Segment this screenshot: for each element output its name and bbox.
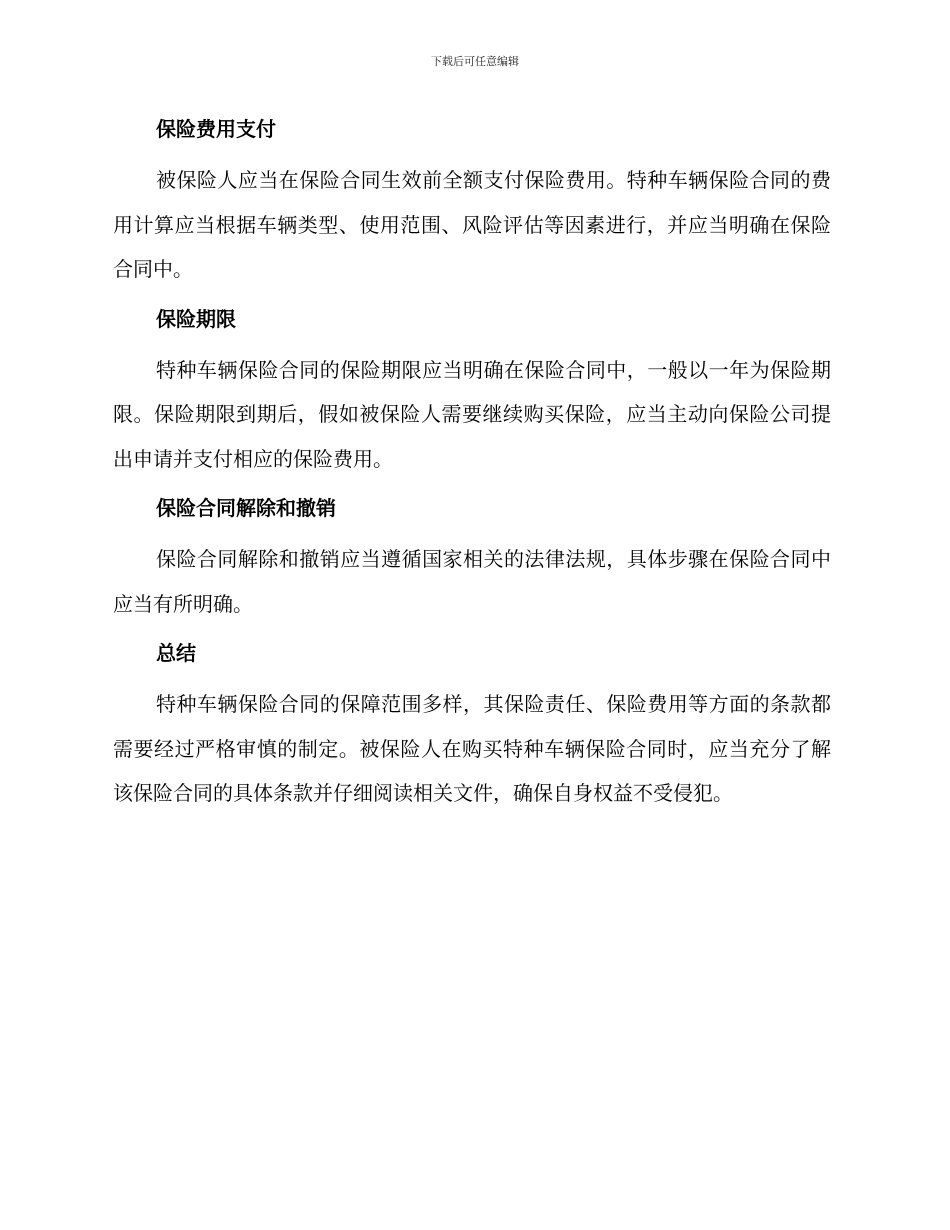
section-termination (113, 491, 831, 626)
section-heading: 保险期限 (156, 306, 236, 331)
document-body (113, 112, 831, 826)
section-heading: 保险费用支付 (156, 117, 276, 141)
section-heading: 总结 (156, 641, 196, 665)
section-summary (113, 636, 831, 816)
section-insurance-period (113, 302, 831, 482)
section-paragraph: 特种车辆保险合同的保险期限应当明确在保险合同中，一般以一年为保险期限。保险期限到期后，假如被保险人需要继续购买保险，应当主动向保险公司提出申请并支付相应的保险费用。 (113, 357, 831, 471)
section-heading: 保险合同解除和撤销 (156, 496, 336, 520)
section-premium-payment (113, 112, 831, 292)
section-paragraph: 特种车辆保险合同的保障范围多样，其保险责任、保险费用等方面的条款都需要经过严格审慎的制定。被保险人在购买特种车辆保险合同时，应当充分了解该保险合同的具体条款并仔细阅读相关文件，确保自身权益不受侵犯。 (113, 692, 831, 805)
page-header: 下载后可任意编辑 (431, 55, 519, 68)
section-paragraph: 保险合同解除和撤销应当遵循国家相关的法律法规，具体步骤在保险合同中应当有所明确。 (113, 547, 831, 616)
section-paragraph: 被保险人应当在保险合同生效前全额支付保险费用。特种车辆保险合同的费用计算应当根据车辆类型、使用范围、风险评估等因素进行，并应当明确在保险合同中。 (113, 168, 831, 281)
